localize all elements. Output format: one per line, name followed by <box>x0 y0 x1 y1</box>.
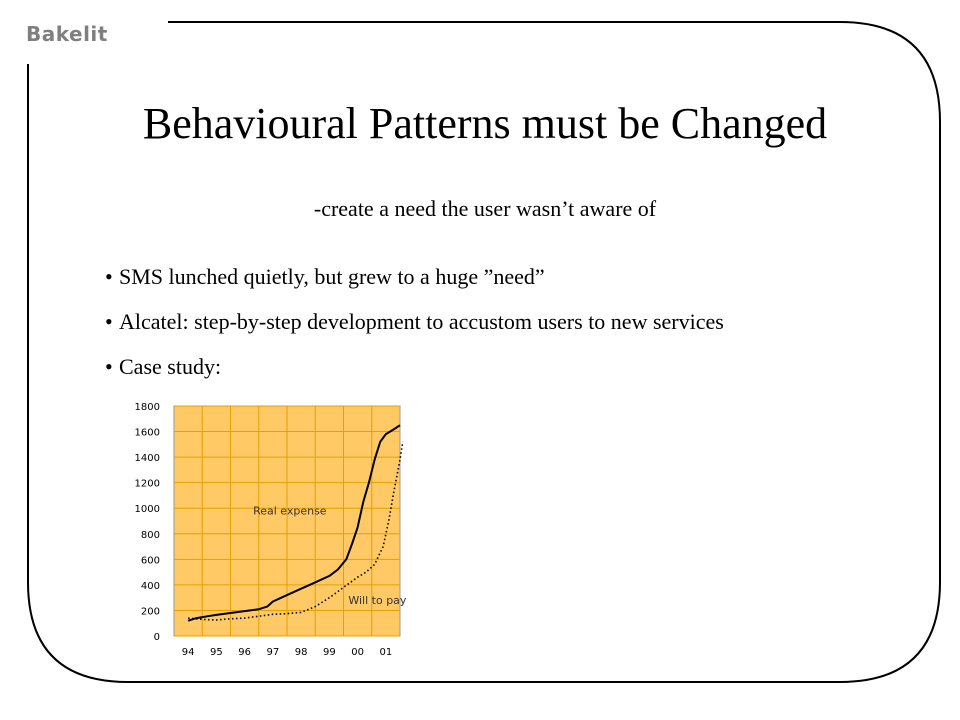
y-tick-label: 1400 <box>134 453 160 465</box>
x-tick-label: 96 <box>238 647 251 658</box>
y-tick-label: 1800 <box>134 402 160 413</box>
brand-logo: Bakelit <box>26 22 108 46</box>
bullet-text: Alcatel: step-by-step development to accustom users to new services <box>119 309 724 334</box>
bullet-dot: • <box>105 264 113 289</box>
bullet-text: SMS lunched quietly, but grew to a huge ”need” <box>119 264 545 289</box>
bullet-item <box>105 307 724 352</box>
y-tick-label: 1000 <box>134 504 160 516</box>
slide-title: Behavioural Patterns must be Changed <box>142 99 828 148</box>
bullet-text: Case study: <box>119 354 222 379</box>
y-tick-label: 0 <box>153 632 160 643</box>
y-tick-label: 1600 <box>134 427 160 439</box>
y-tick-label: 600 <box>140 555 160 567</box>
y-tick-label: 400 <box>140 580 160 592</box>
bullet-dot: • <box>105 354 113 379</box>
y-tick-label: 800 <box>140 529 160 541</box>
y-tick-label: 200 <box>140 606 160 618</box>
bullet-item <box>105 262 724 307</box>
x-tick-label: 94 <box>181 647 195 658</box>
bullet-dot: • <box>105 309 113 334</box>
slide-subtitle: -create a need the user wasn’t aware of <box>313 196 657 221</box>
y-tick-label: 1200 <box>134 478 160 490</box>
case-study-chart <box>112 392 412 662</box>
x-tick-label: 00 <box>351 647 364 658</box>
x-tick-label: 99 <box>323 647 336 658</box>
series-label-real-expense: Real expense <box>253 504 327 518</box>
bullet-item <box>105 352 724 397</box>
x-tick-label: 95 <box>210 647 223 658</box>
x-tick-label: 01 <box>379 647 393 658</box>
bullet-list <box>105 262 724 397</box>
series-label-will-to-pay: Will to pay <box>348 594 407 608</box>
x-tick-label: 97 <box>266 647 280 658</box>
x-tick-label: 98 <box>294 647 308 658</box>
